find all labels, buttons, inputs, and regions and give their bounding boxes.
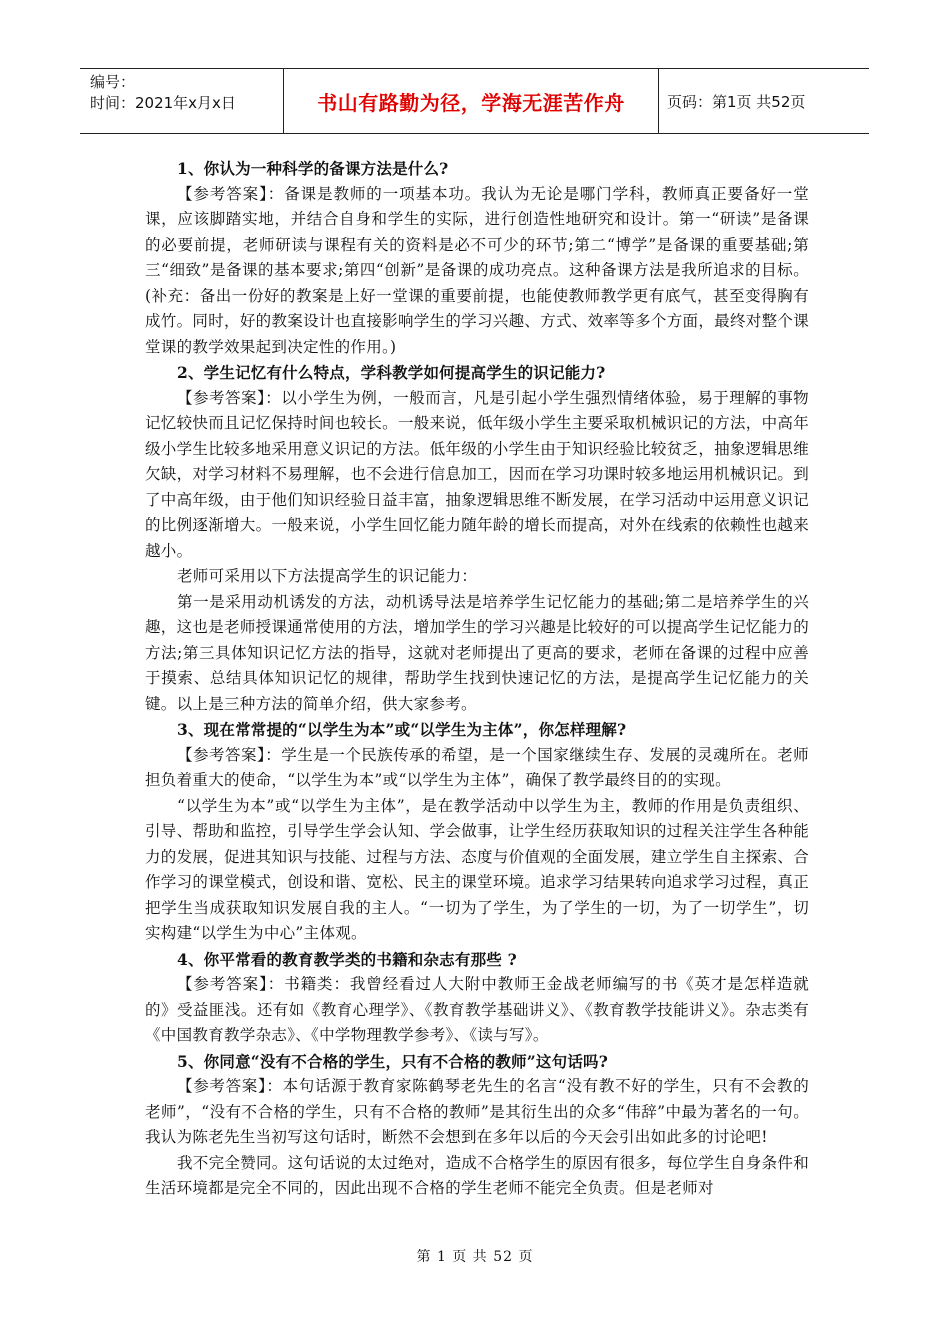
header-table (80, 68, 869, 134)
answer-paragraph: 【参考答案】：以小学生为例，一般而言，凡是引起小学生强烈情绪体验，易于理解的事物记忆较快而且记忆保持时间也较长。一般来说，低年级小学生主要采取机械识记的方法，中高年级小学生比较多地采用意义识记的方法。低年级的小学生由于知识经验比较贫乏，抽象逻辑思维欠缺，对学习材料不易理解，也不会进行信息加工，因而在学习功课时较多地运用机械识记。到了中高年级，由于他们知识经验日益丰富，抽象逻辑思维不断发展，在学习活动中运用意义识记的比例逐渐增大。一般来说，小学生回忆能力随年龄的增长而提高，对外在线索的依赖性也越来越小。 (145, 388, 809, 560)
document-date: 时间：2021年x月x日 (90, 94, 236, 112)
header-page-info: 页码：第1页 共52页 (667, 92, 806, 111)
answer-paragraph: 【参考答案】：本句话源于教育家陈鹤琴老先生的名言“没有教不好的学生，只有不会教的老师”，“没有不合格的学生，只有不合格的教师”是其衍生出的众多“伟辞”中最为著名的一句。我认为陈老先生当初写这句话时，断然不会想到在多年以后的今天会引出如此多的讨论吧! (145, 1077, 809, 1146)
answer-paragraph: 我不完全赞同。这句话说的太过绝对，造成不合格学生的原因有很多，每位学生自身条件和生活环境都是完全不同的，因此出现不合格的学生老师不能完全负责。但是老师对 (145, 1153, 810, 1197)
answer-paragraph: 【参考答案】：学生是一个民族传承的希望，是一个国家继续生存、发展的灵魂所在。老师担负着重大的使命，“以学生为本”或“以学生为主体”，确保了教学最终目的的实现。 (145, 745, 809, 789)
question-heading: 4、你平常看的教育教学类的书籍和杂志有那些 ? (177, 949, 517, 969)
document-number: 编号： (90, 73, 136, 91)
question-heading: 3、现在常常提的“以学生为本”或“以学生为主体”，你怎样理解? (177, 720, 627, 739)
document-body (145, 156, 809, 1202)
answer-paragraph: 【参考答案】：书籍类：我曾经看过人大附中教师王金战老师编写的书《英才是怎样造就的》受益匪浅。还有如《教育心理学》、《教育教学基础讲义》、《教育教学技能讲义》。杂志类有《中国教育教学杂志》、《中学物理教学参考》、《读与写》。 (145, 975, 809, 1044)
page-footer: 第 1 页 共 52 页 (416, 1249, 534, 1265)
header-meta-cell (80, 69, 284, 133)
question-heading: 1、你认为一种科学的备课方法是什么? (177, 159, 449, 178)
question-heading: 5、你同意“没有不合格的学生，只有不合格的教师”这句话吗? (177, 1051, 608, 1071)
answer-paragraph: 第一是采用动机诱发的方法，动机诱导法是培养学生记忆能力的基础;第二是培养学生的兴趣，这也是老师授课通常使用的方法，增加学生的学习兴趣是比较好的可以提高学生记忆能力的方法;第三具体知识记忆方法的指导，这就对老师提出了更高的要求，老师在备课的过程中应善于摸索、总结具体知识记忆的规律，帮助学生找到快速记忆的方法，是提高学生记忆能力的关键。以上是三种方法的简单介绍，供大家参考。 (145, 592, 809, 713)
answer-paragraph: 【参考答案】：备课是教师的一项基本功。我认为无论是哪门学科，教师真正要备好一堂课，应该脚踏实地，并结合自身和学生的实际，进行创造性地研究和设计。第一“研读”是备课的必要前提，老师研读与课程有关的资料是必不可少的环节;第二“博学”是备课的重要基础;第三“细致”是备课的基本要求;第四“创新”是备课的成功亮点。这种备课方法是我所追求的目标。(补充：备出一份好的教案是上好一堂课的重要前提，也能使教师教学更有底气，甚至变得胸有成竹。同时，好的教案设计也直接影响学生的学习兴趣、方式、效率等多个方面，最终对整个课堂课的教学效果起到决定性的作用。) (145, 184, 809, 356)
answer-paragraph: 老师可采用以下方法提高学生的识记能力： (177, 567, 478, 585)
question-heading: 2、学生记忆有什么特点，学科教学如何提高学生的识记能力? (177, 363, 606, 382)
header-motto: 书山有路勤为径，学海无涯苦作舟 (284, 69, 659, 133)
answer-paragraph: “以学生为本”或“以学生为主体”，是在教学活动中以学生为主，教师的作用是负责组织、引导、帮助和监控，引导学生学会认知、学会做事，让学生经历获取知识的过程关注学生各种能力的发展，促进其知识与技能、过程与方法、态度与价值观的全面发展，建立学生自主探索、合作学习的课堂模式，创设和谐、宽松、民主的课堂环境。追求学习结果转向追求学习过程，真正把学生当成获取知识发展自我的主人。“一切为了学生，为了学生的一切，为了一切学生”，切实构建“以学生为中心”主体观。 (145, 796, 809, 942)
